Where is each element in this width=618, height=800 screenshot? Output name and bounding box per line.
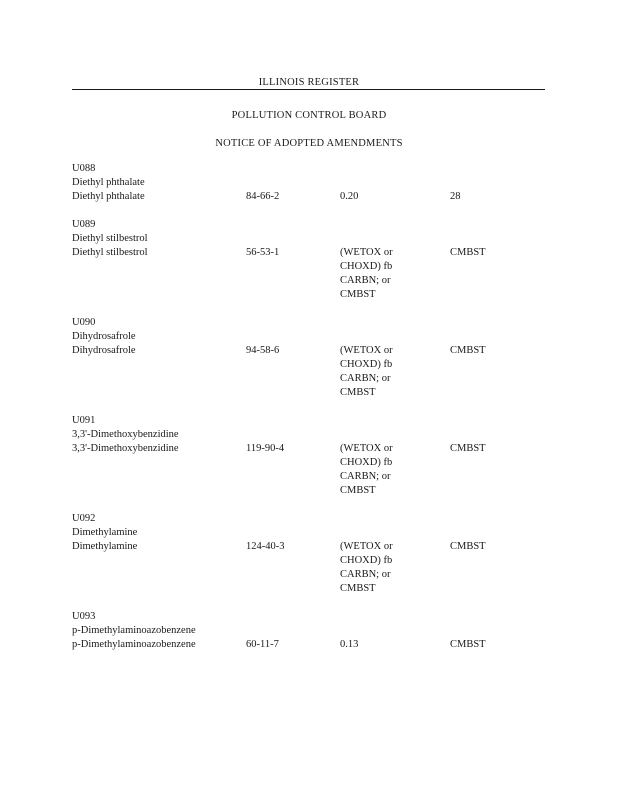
notice-title: NOTICE OF ADOPTED AMENDMENTS: [215, 138, 403, 149]
constituent-row: [72, 442, 552, 498]
waste-code: U088: [72, 163, 96, 174]
wastewater-standard-line: (WETOX or: [340, 247, 393, 258]
constituent-row: [72, 190, 552, 204]
wastewater-standard-line: CHOXD) fb: [340, 555, 393, 566]
constituent-name: Dihydrosafrole: [72, 345, 136, 356]
constituent-row: [72, 540, 552, 596]
wastewater-standard-line: (WETOX or: [340, 541, 393, 552]
constituent-row: [72, 246, 552, 302]
waste-entry: [72, 218, 552, 302]
constituent-row: [72, 638, 552, 652]
cas-number: 94-58-6: [246, 345, 280, 356]
wastewater-standard-line: CARBN; or: [340, 373, 391, 384]
wastewater-standard-line: CMBST: [340, 485, 376, 496]
waste-code: U093: [72, 611, 96, 622]
waste-description: Dimethylamine: [72, 527, 138, 538]
nonwastewater-standard: CMBST: [450, 443, 486, 454]
waste-code: U091: [72, 415, 96, 426]
cas-number: 124-40-3: [246, 541, 285, 552]
cas-number: 119-90-4: [246, 443, 285, 454]
wastewater-standard-line: 0.20: [340, 191, 359, 202]
waste-description: p-Dimethylaminoazobenzene: [72, 625, 196, 636]
wastewater-standard-line: CHOXD) fb: [340, 457, 393, 468]
waste-entry: [72, 162, 552, 204]
wastewater-standard: [340, 540, 430, 596]
waste-code-list: [72, 162, 552, 666]
nonwastewater-standard: CMBST: [450, 345, 486, 356]
wastewater-standard-line: CMBST: [340, 289, 376, 300]
wastewater-standard: [340, 638, 430, 652]
waste-entry: [72, 610, 552, 652]
wastewater-standard-line: CMBST: [340, 583, 376, 594]
constituent-name: 3,3'-Dimethoxybenzidine: [72, 443, 179, 454]
waste-entry: [72, 512, 552, 596]
constituent-row: [72, 344, 552, 400]
waste-entry: [72, 414, 552, 498]
cas-number: 56-53-1: [246, 247, 280, 258]
wastewater-standard-line: 0.13: [340, 639, 359, 650]
wastewater-standard: [340, 442, 430, 498]
constituent-name: Dimethylamine: [72, 541, 138, 552]
waste-code: U089: [72, 219, 96, 230]
waste-description: 3,3'-Dimethoxybenzidine: [72, 429, 179, 440]
wastewater-standard-line: CHOXD) fb: [340, 261, 393, 272]
register-title: ILLINOIS REGISTER: [258, 77, 360, 88]
waste-description: Dihydrosafrole: [72, 331, 136, 342]
wastewater-standard-line: (WETOX or: [340, 345, 393, 356]
constituent-name: Diethyl phthalate: [72, 191, 145, 202]
wastewater-standard-line: CARBN; or: [340, 275, 391, 286]
wastewater-standard-line: (WETOX or: [340, 443, 393, 454]
cas-number: 84-66-2: [246, 191, 280, 202]
waste-description: Diethyl phthalate: [72, 177, 145, 188]
cas-number: 60-11-7: [246, 639, 279, 650]
constituent-name: Diethyl stilbestrol: [72, 247, 148, 258]
wastewater-standard-line: CHOXD) fb: [340, 359, 393, 370]
waste-entry: [72, 316, 552, 400]
waste-code: U092: [72, 513, 96, 524]
waste-code: U090: [72, 317, 96, 328]
waste-description: Diethyl stilbestrol: [72, 233, 148, 244]
wastewater-standard-line: CARBN; or: [340, 569, 391, 580]
header-rule: [72, 89, 545, 90]
nonwastewater-standard: CMBST: [450, 639, 486, 650]
nonwastewater-standard: CMBST: [450, 247, 486, 258]
constituent-name: p-Dimethylaminoazobenzene: [72, 639, 196, 650]
nonwastewater-standard: CMBST: [450, 541, 486, 552]
wastewater-standard: [340, 190, 430, 204]
nonwastewater-standard: 28: [450, 191, 461, 202]
board-name: POLLUTION CONTROL BOARD: [231, 110, 387, 121]
wastewater-standard-line: CMBST: [340, 387, 376, 398]
wastewater-standard: [340, 246, 430, 302]
wastewater-standard: [340, 344, 430, 400]
wastewater-standard-line: CARBN; or: [340, 471, 391, 482]
